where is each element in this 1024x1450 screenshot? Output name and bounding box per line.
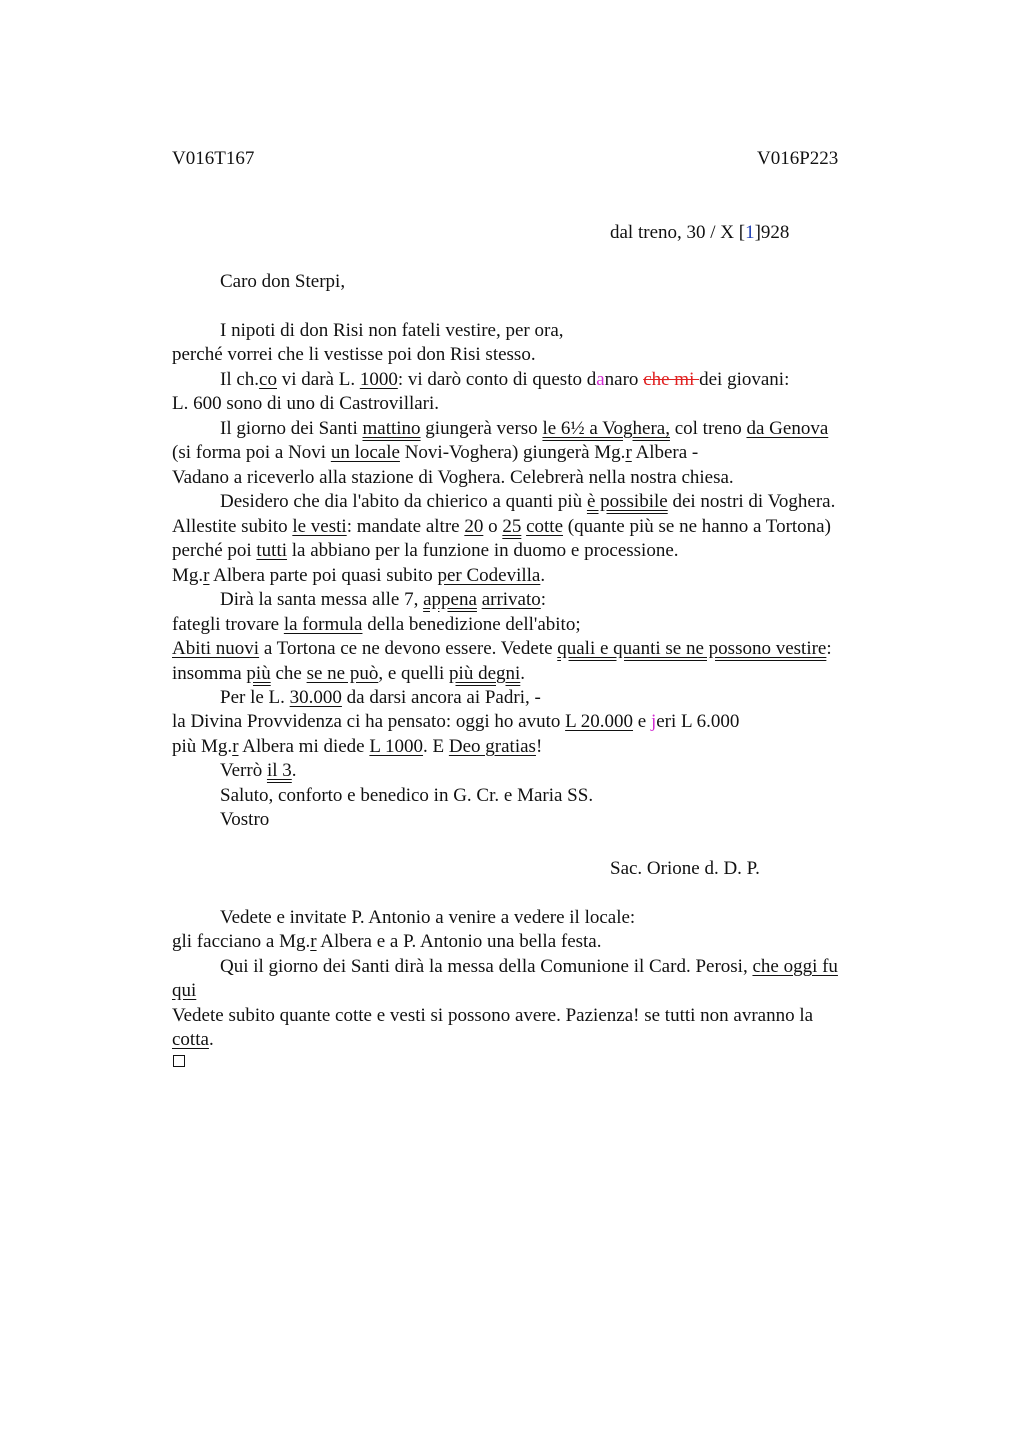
body-line: Abiti nuovi a Tortona ce ne devono essere. Vedete quali e quanti se ne possono vestire: [172,638,832,659]
body-line: la Divina Provvidenza ci ha pensato: oggi ho avuto L 20.000 e jeri L 6.000 [172,711,740,732]
postscript-line: qui [172,980,197,1001]
body-line: Vadano a riceverlo alla stazione di Voghera. Celebrerà nella nostra chiesa. [172,467,734,488]
body-line: più Mg.r Albera mi diede L 1000. E Deo gratias! [172,736,543,757]
body-line: perché poi tutti la abbiano per la funzione in duomo e processione. [172,540,679,561]
body-line: Dirà la santa messa alle 7, appena arrivato: [220,589,547,610]
body-line: I nipoti di don Risi non fateli vestire, per ora, [220,320,564,341]
postscript-line: cotta. [172,1029,214,1050]
body-line: Allestite subito le vesti: mandate altre 20 o 25 cotte (quante più se ne hanno a Tortona) [172,516,831,537]
body-line: perché vorrei che li vestisse poi don Risi stesso. [172,344,536,365]
postscript-line: Vedete subito quante cotte e vesti si possono avere. Pazienza! se tutti non avranno la [172,1005,814,1026]
header-left-code: V016T167 [172,148,255,169]
header-right-code: V016P223 [757,148,839,169]
deleted-text: che mi [643,369,700,390]
body-line: Vostro [220,809,270,830]
body-line: (si forma poi a Novi un locale Novi-Voghera) giungerà Mg.r Albera - [172,442,699,463]
postscript-line: gli facciano a Mg.r Albera e a P. Antonio una bella festa. [172,931,602,952]
salutation: Caro don Sterpi, [220,271,346,292]
body-line: Il giorno dei Santi mattino giungerà verso le 6½ a Voghera, col treno da Genova [220,418,829,439]
body-line: Desidero che dia l'abito da chierico a quanti più è possibile dei nostri di Voghera. [220,491,836,512]
body-line: fategli trovare la formula della benedizione dell'abito; [172,614,581,635]
signature: Sac. Orione d. D. P. [610,858,760,879]
postscript-line: Qui il giorno dei Santi dirà la messa della Comunione il Card. Perosi, che oggi fu [220,956,838,977]
postscript-line: Vedete e invitate P. Antonio a venire a vedere il locale: [220,907,636,928]
body-line: Per le L. 30.000 da darsi ancora ai Padri, - [220,687,541,708]
body-line: L. 600 sono di uno di Castrovillari. [172,393,440,414]
dateline: dal treno, 30 / X [1]928 [610,222,790,243]
end-square-icon [173,1055,185,1067]
body-line: Verrò il 3. [220,760,297,781]
body-line: insomma più che se ne può, e quelli più degni. [172,663,526,684]
body-line: Saluto, conforto e benedico in G. Cr. e Maria SS. [220,785,594,806]
body-line: Mg.r Albera parte poi quasi subito per Codevilla. [172,565,546,586]
body-line: Il ch.co vi darà L. 1000: vi darò conto di questo danaro che mi dei giovani: [220,369,790,390]
